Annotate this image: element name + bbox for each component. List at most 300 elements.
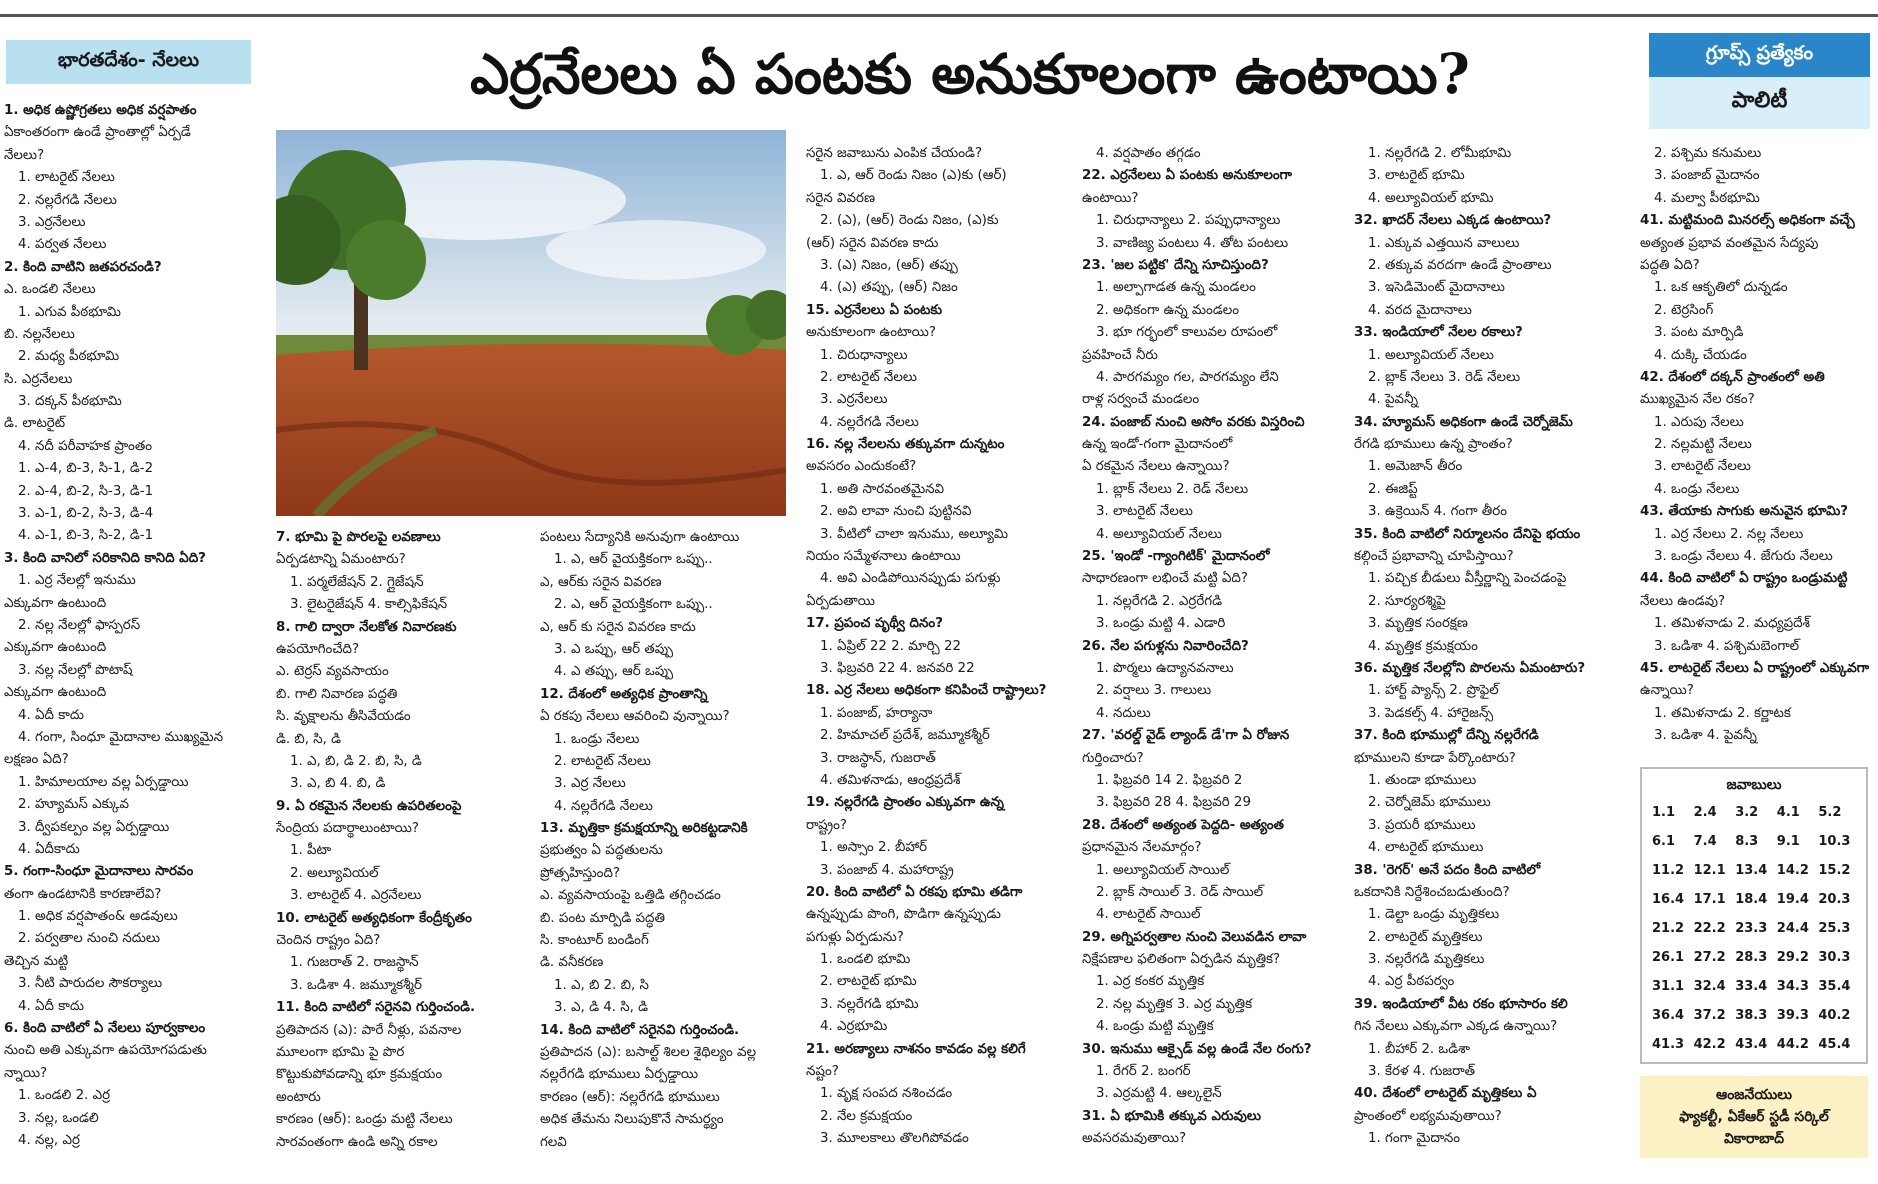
text-line: 2. లాటరైట్ భూమి: [820, 974, 917, 990]
text-line: 3. పంజాబ్ మైదానం: [1654, 168, 1760, 184]
answer-cell: 34.3: [1776, 979, 1809, 994]
text-line: 4. ఏదీ కాదు: [18, 998, 84, 1014]
question-line: 11. కింది వాటిలో సరైనవి గుర్తించండి.: [276, 1000, 476, 1016]
answer-cell: 27.2: [1693, 950, 1726, 965]
text-line: నేలలు?: [4, 147, 45, 163]
text-line: 1. అల్యూవియల్ సాయిల్: [1096, 862, 1230, 878]
text-line: నల్లరేగడి భూములు ఏర్పడ్డాయి: [540, 1067, 699, 1083]
answer-cell: 4.1: [1776, 805, 1800, 820]
answer-cell: 15.2: [1818, 863, 1851, 878]
answer-cell: 45.4: [1818, 1037, 1851, 1052]
text-line: 4. దుక్కి చేయడం: [1654, 347, 1747, 363]
text-line: ప్రవహించే నీరు: [1082, 347, 1158, 363]
answer-cell: 24.4: [1776, 921, 1809, 936]
question-line: 18. ఎర్ర నేలలు అధికంగా కనిపించే రాష్ట్రాలు?: [806, 683, 1047, 699]
text-line: 3. ఎ-1, బి-2, సి-3, డి-4: [18, 506, 154, 522]
answer-cell: 16.4: [1652, 892, 1685, 907]
text-line: 3. ఎర్రనేలలు: [18, 214, 86, 230]
text-line: 3. లాటరైట్ నేలలు: [1654, 459, 1751, 475]
text-line: 1. తమిళనాడు 2. కర్ణాటక: [1654, 705, 1791, 721]
text-line: 3. ఎర్రమట్టి 4. ఆల్కలైన్: [1096, 1086, 1222, 1102]
text-line: 4. అల్యూవియల్ నేలలు: [1096, 526, 1222, 542]
text-line: 3. లాటరైట్ 4. ఎర్రనేలలు: [290, 888, 422, 904]
text-line: ఎ, ఆర్‌కు సరైన వివరణ: [540, 574, 662, 590]
section-tag: భారతదేశం- నేలలు: [6, 40, 251, 84]
text-line: 3. ఎ, డి 4. సి, డి: [554, 1000, 649, 1016]
text-line: 4. గంగా, సింధూ మైదానాల ముఖ్యమైన: [18, 729, 224, 745]
text-line: 1. ఎగువ పీఠభూమి: [18, 304, 121, 320]
answer-cell: 3.2: [1735, 805, 1759, 820]
text-line: ఏ రకపు నేలలు ఆవరించి వున్నాయి?: [540, 709, 730, 725]
text-line: సారవంతంగా ఉండి అన్ని రకాల: [276, 1134, 438, 1150]
text-line: పంటలు సేద్యానికి అనువుగా ఉంటాయి: [540, 530, 740, 545]
questions-column-6: [1354, 143, 1630, 1167]
author-credit: [1640, 1076, 1868, 1158]
text-line: 3. ఒడిశా 4. జమ్మూకశ్మీర్: [290, 977, 422, 993]
text-line: 1. గంగా మైదానం: [1368, 1131, 1461, 1147]
text-line: ఉంటాయి?: [1082, 190, 1139, 206]
answer-cell: 6.1: [1652, 834, 1676, 849]
question-line: 43. తేయాకు సాగుకు అనువైన భూమి?: [1640, 504, 1849, 520]
question-line: 31. ఏ భూమికి తక్కువ ఎరువులు: [1082, 1108, 1262, 1124]
text-line: 1. పర్మలేజేషన్ 2. గ్లైజేషన్: [290, 574, 424, 590]
questions-column-5: [1082, 143, 1344, 1167]
question-line: 26. నేల పగుళ్లను నివారించేది?: [1082, 638, 1249, 654]
text-line: 4. ఎ-1, బి-3, సి-2, డి-1: [18, 528, 154, 544]
questions-column-3: [540, 527, 796, 1167]
question-line: 12. దేశంలో అత్యధిక ప్రాంతాన్ని: [540, 686, 708, 702]
questions-column-4: [806, 143, 1072, 1167]
text-line: నుంచి అతి ఎక్కువగా ఉపయోగపడుతు: [4, 1043, 207, 1059]
text-line: 2. లాటరైట్ మృత్తికలు: [1368, 929, 1483, 945]
question-line: 44. కింది వాటిలో ఏ రాష్ట్రం ఒండ్రుమట్టి: [1640, 571, 1848, 587]
text-line: 3. ఒడిశా 4. పశ్చిమబెంగాల్: [1654, 638, 1800, 654]
answer-cell: 12.1: [1693, 863, 1726, 878]
text-line: ఉపయోగించేది?: [276, 641, 360, 657]
text-line: మూలంగా భూమి పై పొర: [276, 1044, 405, 1060]
question-line: 15. ఎర్రనేలలు ఏ పంటకు: [806, 302, 942, 318]
answer-cell: 23.3: [1735, 921, 1768, 936]
text-line: 1. అల్యూవియల్ నేలలు: [1368, 347, 1494, 363]
text-line: 4. నల్లరేగడి నేలలు: [554, 798, 653, 814]
text-line: 2. వర్షాలు 3. గాలులు: [1096, 683, 1212, 699]
text-line: 4. (ఎ) తప్పు, (ఆర్) నిజం: [820, 280, 958, 296]
text-line: భూములని కూడా పేర్కొంటారు?: [1354, 750, 1516, 766]
text-line: గలవి: [540, 1134, 567, 1150]
question-line: 45. లాటరైట్ నేలలు ఏ రాష్ట్రంలో ఎక్కువగా: [1640, 660, 1870, 676]
text-line: 1. ఎర్ర నేలలు 2. నల్ల నేలలు: [1654, 526, 1804, 542]
text-line: సి. వృక్షాలను తీసివేయడం: [276, 709, 411, 725]
top-rule: [0, 14, 1878, 17]
answer-cell: 18.4: [1735, 892, 1768, 907]
text-line: సి. ఎర్రనేలలు: [4, 371, 73, 387]
text-line: 4. మృత్తిక క్రమక్షయం: [1368, 638, 1478, 654]
text-line: ఎ. ఒండలి నేలలు: [4, 282, 96, 298]
text-line: 4. ఎర్ర పీఠపర్వం: [1368, 974, 1455, 990]
text-line: 1. అల్పాగాడత ఉన్న మండలం: [1096, 280, 1256, 296]
question-line: 23. 'జల పట్టిక' దేన్ని సూచిస్తుంది?: [1082, 257, 1269, 273]
text-line: కల్గించే ప్రభావాన్ని చూపిస్తాయి?: [1354, 549, 1514, 565]
text-line: 2. పర్వతాల నుంచి నదులు: [18, 931, 160, 947]
question-line: 5. గంగా-సింధూ మైదానాలు సారవం: [4, 864, 194, 880]
text-line: ప్రతిపాదన (ఎ): పారే నీళ్లు, పవనాల: [276, 1022, 462, 1038]
group-topic: పాలిటీ: [1649, 77, 1870, 129]
text-line: 1. నల్లరేగడి 2. ఎర్రరేగడి: [1096, 593, 1222, 609]
text-line: 1. ఎ, బి 2. బి, సి: [554, 977, 649, 993]
answer-cell: 38.3: [1735, 1008, 1768, 1023]
text-line: 3. నల్లరేగడి భూమి: [820, 996, 919, 1012]
text-line: 1. చిరుధాన్యాలు 2. పప్పుధాన్యాలు: [1096, 213, 1281, 229]
text-line: 4. నదులు: [1096, 705, 1151, 721]
text-line: 3. ఎ ఒప్పు, ఆర్ తప్పు: [554, 641, 674, 657]
question-line: 6. కింది వాటిలో ఏ నేలలు పూర్వకాలం: [4, 1021, 206, 1037]
text-line: నష్టం?: [806, 1064, 839, 1080]
text-line: 1. ఒక ఆకృతిలో దున్నడం: [1654, 280, 1788, 296]
text-line: 3. భూ గర్భంలో కాలువల రూపంలో: [1096, 325, 1278, 341]
text-line: 2. అల్యూవియల్: [290, 865, 379, 881]
text-line: 4. లాటరైట్ భూములు: [1368, 840, 1484, 856]
answer-cell: 22.2: [1693, 921, 1726, 936]
answer-cell: 31.1: [1652, 979, 1685, 994]
text-line: ఏ రకమైన నేలలు ఉన్నాయి?: [1082, 459, 1230, 475]
text-line: 4. ఎర్రభూమి: [820, 1019, 888, 1035]
text-line: 4. పైవన్నీ: [1368, 392, 1419, 408]
text-line: బి. నల్లనేలలు: [4, 326, 75, 342]
text-line: 1. పచ్చిక బీడులు వీస్తీర్ణాన్ని పెంచడంపై: [1368, 571, 1567, 587]
question-line: 14. కింది వాటిలో సరైనవి గుర్తించండి.: [540, 1022, 740, 1038]
questions-column-2: [276, 527, 530, 1167]
text-line: ఉన్నప్పుడు పొంగి, పొడిగా ఉన్నప్పుడు: [806, 907, 1001, 923]
text-line: 2. లాటరైట్ నేలలు: [554, 753, 651, 769]
answer-cell: 29.2: [1776, 950, 1809, 965]
question-line: 21. అరణ్యాలు నాశనం కావడం వల్ల కలిగే: [806, 1041, 1026, 1057]
text-line: తెచ్చిన మట్టి: [4, 953, 69, 969]
author-role: ఫ్యాకల్టీ, ఏకేఆర్ స్టడీ సర్కిల్: [1679, 1109, 1829, 1125]
question-line: 24. పంజాబ్ నుంచి అసోం వరకు విస్తరించి: [1082, 414, 1305, 430]
text-line: 3. లాటరైట్ నేలలు: [1096, 504, 1193, 520]
text-line: 3. కింది వానిలో సరికానిది కానిది ఏది?: [4, 550, 206, 566]
answer-cell: 33.4: [1735, 979, 1768, 994]
text-line: 1. అతి సారవంతమైనవి: [820, 481, 945, 497]
text-line: 1. ఎర్ర కంకర మృత్తిక: [1096, 974, 1205, 990]
text-line: 3. వాణిజ్య పంటలు 4. తోట పంటలు: [1096, 235, 1289, 251]
text-line: ప్రోత్సహిస్తుంది?: [540, 865, 621, 881]
text-line: 1. ఎరుపు నేలలు: [1654, 414, 1744, 430]
question-line: 9. ఏ రకమైన నేలలకు ఉపరితలంపై: [276, 798, 462, 814]
question-line: 16. నల్ల నేలలను తక్కువగా దున్నటం: [806, 437, 1005, 453]
text-line: 2. నల్లరేగడి నేలలు: [18, 192, 117, 208]
question-line: 27. 'వరల్డ్ వైడ్ ల్యాండ్ డే'గా ఏ రోజున: [1082, 728, 1290, 744]
answer-cell: 26.1: [1652, 950, 1685, 965]
text-line: 4. ఒండ్రు మట్టి మృత్తిక: [1096, 1019, 1214, 1035]
answer-cell: 25.3: [1818, 921, 1851, 936]
text-line: 2. లాటరైట్ నేలలు: [820, 369, 917, 385]
text-line: 1. అమెజాన్ తీరం: [1368, 459, 1463, 475]
answer-cell: 17.1: [1693, 892, 1726, 907]
text-line: 3. మూలకాలు తొలగిపోవడం: [820, 1131, 969, 1147]
question-line: 29. అగ్నిపర్వతాల నుంచి వెలువడిన లావా: [1082, 929, 1307, 945]
question-line: 42. దేశంలో దక్కన్ ప్రాంతంలో అతి: [1640, 369, 1825, 385]
text-line: 1. ఎ, ఆర్ వైయక్తికంగా ఒప్పు..: [554, 552, 713, 568]
text-line: 3. మృత్తిక సంరక్షణ: [1368, 616, 1468, 632]
text-line: 1. హిమాలయాల వల్ల ఏర్పడ్డాయి: [18, 774, 189, 790]
text-line: 3. వీటిలో చాలా ఇనుము, అల్యూమి: [820, 526, 1008, 542]
answer-cell: 13.4: [1735, 863, 1768, 878]
text-line: 4. ఒండ్రు నేలలు: [1654, 481, 1740, 497]
text-line: 3. లైటరైజేషన్ 4. కాల్సిఫికేషన్: [290, 597, 448, 613]
text-line: 3. దక్కన్ పీఠభూమి: [18, 394, 122, 410]
text-line: ఏకాంతరంగా ఉండే ప్రాంతాల్లో ఏర్పడే: [4, 125, 191, 141]
answer-cell: 5.2: [1818, 805, 1842, 820]
question-line: 38. 'రెగర్' అనే పదం కింది వాటిలో: [1354, 862, 1541, 878]
text-line: 1. ఒండ్రు నేలలు: [554, 731, 640, 747]
answer-cell: 2.4: [1693, 805, 1717, 820]
text-line: 2. ఈజిప్ట్: [1368, 481, 1418, 497]
text-line: రాష్ట్రం?: [806, 817, 847, 833]
question-line: 32. ఖాదర్ నేలలు ఎక్కడ ఉంటాయి?: [1354, 213, 1552, 229]
question-line: 28. దేశంలో అత్యంత పెద్దది- అత్యంత: [1082, 817, 1284, 833]
text-line: 4. నదీ పరీవాహక ప్రాంతం: [18, 438, 153, 454]
text-line: ప్రభుత్వం ఏ పద్ధతులను: [540, 843, 663, 859]
answer-cell: 28.3: [1735, 950, 1768, 965]
question-line: 30. ఇనుము ఆక్సైడ్ వల్ల ఉండే నేల రంగు?: [1082, 1041, 1312, 1057]
question-line: 34. హ్యూమస్ అధికంగా ఉండే చెర్నోజెమ్: [1354, 414, 1573, 430]
question-line: 17. ప్రపంచ పృథ్వీ దినం?: [806, 616, 943, 632]
text-line: 4. తమిళనాడు, ఆంధ్రప్రదేశ్: [820, 772, 961, 788]
text-line: పగుళ్లు ఏర్పడును?: [806, 929, 904, 945]
text-line: 1. బ్లాక్ నేలలు 2. రెడ్ నేలలు: [1096, 481, 1249, 497]
text-line: 1. తమిళనాడు 2. మధ్యప్రదేశ్: [1654, 616, 1810, 632]
answer-cell: 1.1: [1652, 805, 1676, 820]
text-line: ఉన్నాయి?: [1640, 683, 1694, 699]
text-line: 2. నల్ల నేలల్లో ఫాస్పరస్: [18, 617, 141, 633]
text-line: 2. నల్లమట్టి నేలలు: [1654, 437, 1752, 453]
text-line: అవసరం ఎందుకంటే?: [806, 459, 917, 475]
text-line: సి. కాంటూర్ బండింగ్: [540, 933, 649, 949]
text-line: గిన నేలలు ఎక్కువగా ఎక్కడ ఉన్నాయి?: [1354, 1019, 1558, 1035]
text-line: న్నాయి?: [4, 1065, 48, 1081]
answer-cell: 37.2: [1693, 1008, 1726, 1023]
answer-cell: 19.4: [1776, 892, 1809, 907]
text-line: 3. నల్లరేగడి మృత్తికలు: [1368, 952, 1485, 968]
text-line: 1. బీహార్ 2. ఒడిశా: [1368, 1041, 1470, 1057]
text-line: ప్రాంతంలో లభ్యమవుతాయి?: [1354, 1108, 1502, 1124]
text-line: 2. సూర్యరశ్మిపై: [1368, 593, 1446, 609]
text-line: నిక్షేపణాల ఫలితంగా ఏర్పడిన మృత్తిక?: [1082, 952, 1281, 968]
text-line: 4. నల్ల, ఎర్ర: [18, 1132, 80, 1148]
text-line: 3. ప్రయరీ భూములు: [1368, 817, 1476, 833]
text-line: 3. ఫిబ్రవరి 22 4. జనవరి 22: [820, 660, 975, 676]
text-line: ఎ, ఆర్ కు సరైన వివరణ కాదు: [540, 619, 696, 635]
text-line: 4. వరద మైదానాలు: [1368, 302, 1472, 318]
text-line: పద్ధతి ఏది?: [1640, 257, 1700, 273]
text-line: 1. పీటా: [290, 843, 332, 859]
answer-cell: 11.2: [1652, 863, 1685, 878]
text-line: డి. బి, సి, డి: [276, 731, 342, 747]
text-line: 3. పంజాబ్ 4. మహారాష్ట్ర: [820, 862, 954, 878]
text-line: 3. పంట మార్పిడి: [1654, 325, 1744, 341]
text-line: కారణం (ఆర్): నల్లరేగడి భూములు: [540, 1089, 720, 1105]
question-line: 41. మట్టిమంది మినరల్స్ అధికంగా వచ్చే: [1640, 213, 1855, 229]
text-line: 3. నీటి పారుదల సౌకర్యాలు: [18, 976, 163, 992]
text-line: ఒకదానికి నిర్దేశించబడుతుంది?: [1354, 884, 1510, 900]
text-line: 4. అల్యూవియల్ భూమి: [1368, 190, 1494, 206]
answer-cell: 39.3: [1776, 1008, 1809, 1023]
text-line: 1. ఎ, బి, డి 2. బి, సి, డి: [290, 753, 422, 769]
answer-cell: 41.3: [1652, 1037, 1685, 1052]
text-line: 1. ఎ, ఆర్ రెండు నిజం (ఎ)కు (ఆర్): [820, 168, 1007, 184]
answer-key-title: జవాబులు: [1726, 777, 1782, 793]
text-line: అంటారు: [276, 1089, 321, 1105]
text-line: ఎక్కువగా ఉంటుంది: [4, 640, 107, 656]
text-line: తంగా ఉండటానికి కారణాలేవి?: [4, 886, 162, 902]
text-line: 2. చెర్నోజెమ్ భూములు: [1368, 795, 1491, 811]
text-line: చెందిన రాష్ట్రం ఏది?: [276, 933, 381, 949]
text-line: ముఖ్యమైన నేల రకం?: [1640, 392, 1755, 408]
text-line: 4. అవి ఎండిపోయినప్పుడు పగుళ్లు: [820, 571, 1001, 587]
text-line: ఉన్న ఇండో-గంగా మైదానంలో: [1082, 437, 1233, 453]
text-line: 4. వర్షపాతం తగ్గడం: [1096, 146, 1201, 161]
text-line: రేగడి భూములు ఉన్న ప్రాంతం?: [1354, 437, 1513, 453]
text-line: 1. పొర్మలు ఉద్యానవనాలు: [1096, 660, 1234, 676]
answer-cell: 8.3: [1735, 834, 1759, 849]
answer-cell: 14.2: [1776, 863, 1809, 878]
text-line: 2. కింది వాటిని జతపరచండి?: [4, 259, 162, 275]
text-line: 3. ఒండ్రు నేలలు 4. జేగురు నేలలు: [1654, 549, 1833, 565]
question-line: 25. 'ఇండో -గ్యాంగిటిక్' మైదానంలో: [1082, 549, 1270, 565]
text-line: 1. ఎర్ర నేలల్లో ఇనుము: [18, 573, 136, 589]
text-line: బి. పంట మార్పిడి పద్ధతి: [540, 910, 665, 926]
text-line: 3. ఎ, బి 4. బి, డి: [290, 776, 386, 792]
text-line: 3. నల్ల నేలల్లో పొటాష్: [18, 662, 133, 678]
answer-cell: 43.4: [1735, 1037, 1768, 1052]
answer-cell: 40.2: [1818, 1008, 1851, 1023]
text-line: 4. ఏదీకాదు: [18, 841, 80, 857]
answer-cell: 35.4: [1818, 979, 1851, 994]
text-line: 2. నల్ల మృత్తిక 3. ఎర్ర మృత్తిక: [1096, 996, 1253, 1012]
text-line: కారణం (ఆర్): ఒండ్రు మట్టి నేలలు: [276, 1112, 453, 1128]
text-line: ఎక్కువగా ఉంటుంది: [4, 595, 107, 611]
text-line: (ఆర్) సరైన వివరణ కాదు: [806, 235, 939, 251]
question-line: 19. నల్లరేగడి ప్రాంతం ఎక్కువగా ఉన్న: [806, 795, 1004, 811]
answer-cell: 44.2: [1776, 1037, 1809, 1052]
text-line: 2. టెర్రసింగ్: [1654, 302, 1714, 318]
answer-cell: 32.4: [1693, 979, 1726, 994]
text-line: నేలలు ఉండవు?: [1640, 593, 1726, 609]
text-line: 3. ఇసెడిమెంట్ మైదానాలు: [1368, 280, 1505, 296]
text-line: 2. (ఎ), (ఆర్) రెండు నిజం, (ఎ)కు: [820, 213, 999, 229]
answer-cell: 21.2: [1652, 921, 1685, 936]
text-line: 1. ఫిబ్రవరి 14 2. ఫిబ్రవరి 2: [1096, 772, 1243, 788]
text-line: 1. తుండా భూములు: [1368, 772, 1477, 788]
text-line: నియం సమ్మేళనాలు ఉంటాయి: [806, 549, 961, 565]
answer-cell: 20.3: [1818, 892, 1851, 907]
text-line: 2. అవి లావా నుంచి పుట్టినవి: [820, 504, 972, 520]
text-line: సరైన జవాబును ఎంపిక చేయండి?: [806, 146, 983, 161]
text-line: 3. ఎర్ర నేలలు: [554, 776, 626, 792]
answer-cell: 30.3: [1818, 950, 1851, 965]
text-line: 2. నేల క్రమక్షయం: [820, 1108, 913, 1124]
text-line: 1. చిరుధాన్యాలు: [820, 347, 908, 363]
answer-cell: 7.4: [1693, 834, 1717, 849]
text-line: ఏర్పడటాన్ని ఏమంటారు?: [276, 552, 406, 568]
group-badge: [1649, 33, 1870, 129]
text-line: 1. డెల్టా ఒండ్రు మృత్తికలు: [1368, 907, 1500, 923]
text-line: అధిక తేమను నిలుపుకొనే సామర్థ్యం: [540, 1112, 724, 1128]
text-line: అత్యంత ప్రభావ వంతమైన సేద్యపు: [1640, 235, 1819, 251]
text-line: 1. అధిక ఉష్ణోగ్రతలు అధిక వర్షపాతం: [4, 103, 197, 118]
text-line: 1. అస్సాం 2. బీహార్: [820, 840, 928, 856]
question-line: 8. గాలి ద్వారా నేలకోత నివారణకు: [276, 619, 457, 635]
question-line: 10. లాటరైట్ అత్యధికంగా కేంద్రీకృతం: [276, 910, 472, 926]
text-line: సాధారణంగా లభించే మట్టి ఏది?: [1082, 571, 1248, 587]
text-line: ఏర్పడుతాయి: [806, 593, 876, 609]
text-line: డి. వనీకరణ: [540, 955, 604, 971]
text-line: 4. నల్లరేగడి నేలలు: [820, 414, 919, 430]
author-name: ఆంజనేయులు: [1716, 1087, 1792, 1103]
text-line: 2. హిమాచల్ ప్రదేశ్, జమ్మూకశ్మీర్: [820, 728, 990, 744]
text-line: 2. బ్లాక్ సాయిల్ 3. రెడ్ సాయిల్: [1096, 884, 1264, 900]
text-line: 3. ఎర్రనేలలు: [820, 392, 888, 408]
text-line: 2. తక్కువ వరదగా ఉండే ప్రాంతాలు: [1368, 257, 1552, 273]
text-line: 2. బ్లాక్ నేలలు 3. రెడ్ నేలలు: [1368, 369, 1521, 385]
text-line: 1. రేగర్ 2. బంగర్: [1096, 1064, 1191, 1080]
text-line: 4. పారగమ్యం గల, పారగమ్యం లేని: [1096, 369, 1279, 385]
text-line: ఎ. టెర్రస్ వ్యవసాయం: [276, 664, 389, 680]
text-line: 1. అధిక వర్షపాతం& అడవులు: [18, 909, 178, 925]
text-line: గుర్తించారు?: [1082, 750, 1144, 766]
text-line: 1. నల్లరేగడి 2. లోమీభూమి: [1368, 146, 1512, 161]
text-line: 4. మల్వా పీఠభూమి: [1654, 190, 1760, 206]
question-line: 13. మృత్తికా క్రమక్షయాన్ని అరికట్టడానికి: [540, 821, 748, 837]
text-line: 1. గుజరాత్ 2. రాజస్థాన్: [290, 955, 419, 971]
text-line: సరైన వివరణ: [806, 190, 876, 206]
text-line: 3. ఒండ్రు మట్టి 4. ఎడారి: [1096, 616, 1226, 632]
text-line: 3. ఫిబ్రవరి 28 4. ఫిబ్రవరి 29: [1096, 795, 1251, 811]
answer-key: [1640, 767, 1868, 1064]
text-line: కొట్టుకుపోవడాన్ని భూ క్రమక్షయం: [276, 1067, 443, 1083]
page-title: ఎర్రనేలలు ఏ పంటకు అనుకూలంగా ఉంటాయి?: [470, 41, 1470, 106]
text-line: 2. ఎ-4, బి-2, సి-3, డి-1: [18, 483, 154, 499]
text-line: అవసరమవుతాయి?: [1082, 1131, 1187, 1147]
text-line: రాళ్ల సర్వంచే మండలం: [1082, 392, 1200, 408]
text-line: 3. రాజస్థాన్, గుజరాత్: [820, 750, 936, 766]
text-line: బి. గాలి నివారణ పద్ధతి: [276, 686, 398, 702]
text-line: 2. హ్యూమస్ ఎక్కువ: [18, 797, 130, 813]
text-line: 1. హార్ట్ ప్యాన్స్ 2. ప్రొఫైల్: [1368, 683, 1499, 699]
text-line: 1. ఏప్రిల్ 22 2. మార్చి 22: [820, 638, 962, 654]
question-line: 39. ఇండియాలో వీట రకం భూసారం కలి: [1354, 996, 1568, 1012]
question-line: 35. కింది వాటిలో నిర్మూలనం దేనిపై భయం: [1354, 526, 1581, 542]
text-line: సేంద్రియ పదార్థాలుంటాయి?: [276, 821, 419, 837]
text-line: 2. ఎ, ఆర్ వైయక్తికంగా ఒప్పు..: [554, 597, 713, 613]
text-line: 4. ఎ తప్పు, ఆర్ ఒప్పు: [554, 664, 674, 680]
red-soil-field-photo: [276, 130, 786, 516]
question-line: 33. ఇండియాలో నేలల రకాలు?: [1354, 325, 1523, 341]
text-line: 1. ఒండలి భూమి: [820, 952, 911, 968]
text-line: 4. పర్వత నేలలు: [18, 237, 107, 253]
text-line: 3. ద్వీపకల్పం వల్ల ఏర్పడ్డాయి: [18, 819, 170, 835]
text-line: 2. అధికంగా ఉన్న మండలం: [1096, 302, 1240, 318]
text-line: 1. ఒండలి 2. ఎర్ర: [18, 1088, 111, 1104]
text-line: 1. లాటరైట్ నేలలు: [18, 170, 115, 186]
answer-key-grid: [1642, 799, 1866, 1052]
answer-cell: 36.4: [1652, 1008, 1685, 1023]
text-line: 3. పెడకల్స్ 4. హారైజన్స్: [1368, 705, 1494, 721]
text-line: 4. ఏదీ కాదు: [18, 707, 84, 723]
question-line: 20. కింది వాటిలో ఏ రకపు భూమి తడిగా: [806, 884, 1023, 900]
text-line: 3. నల్ల, ఒండలి: [18, 1110, 99, 1126]
